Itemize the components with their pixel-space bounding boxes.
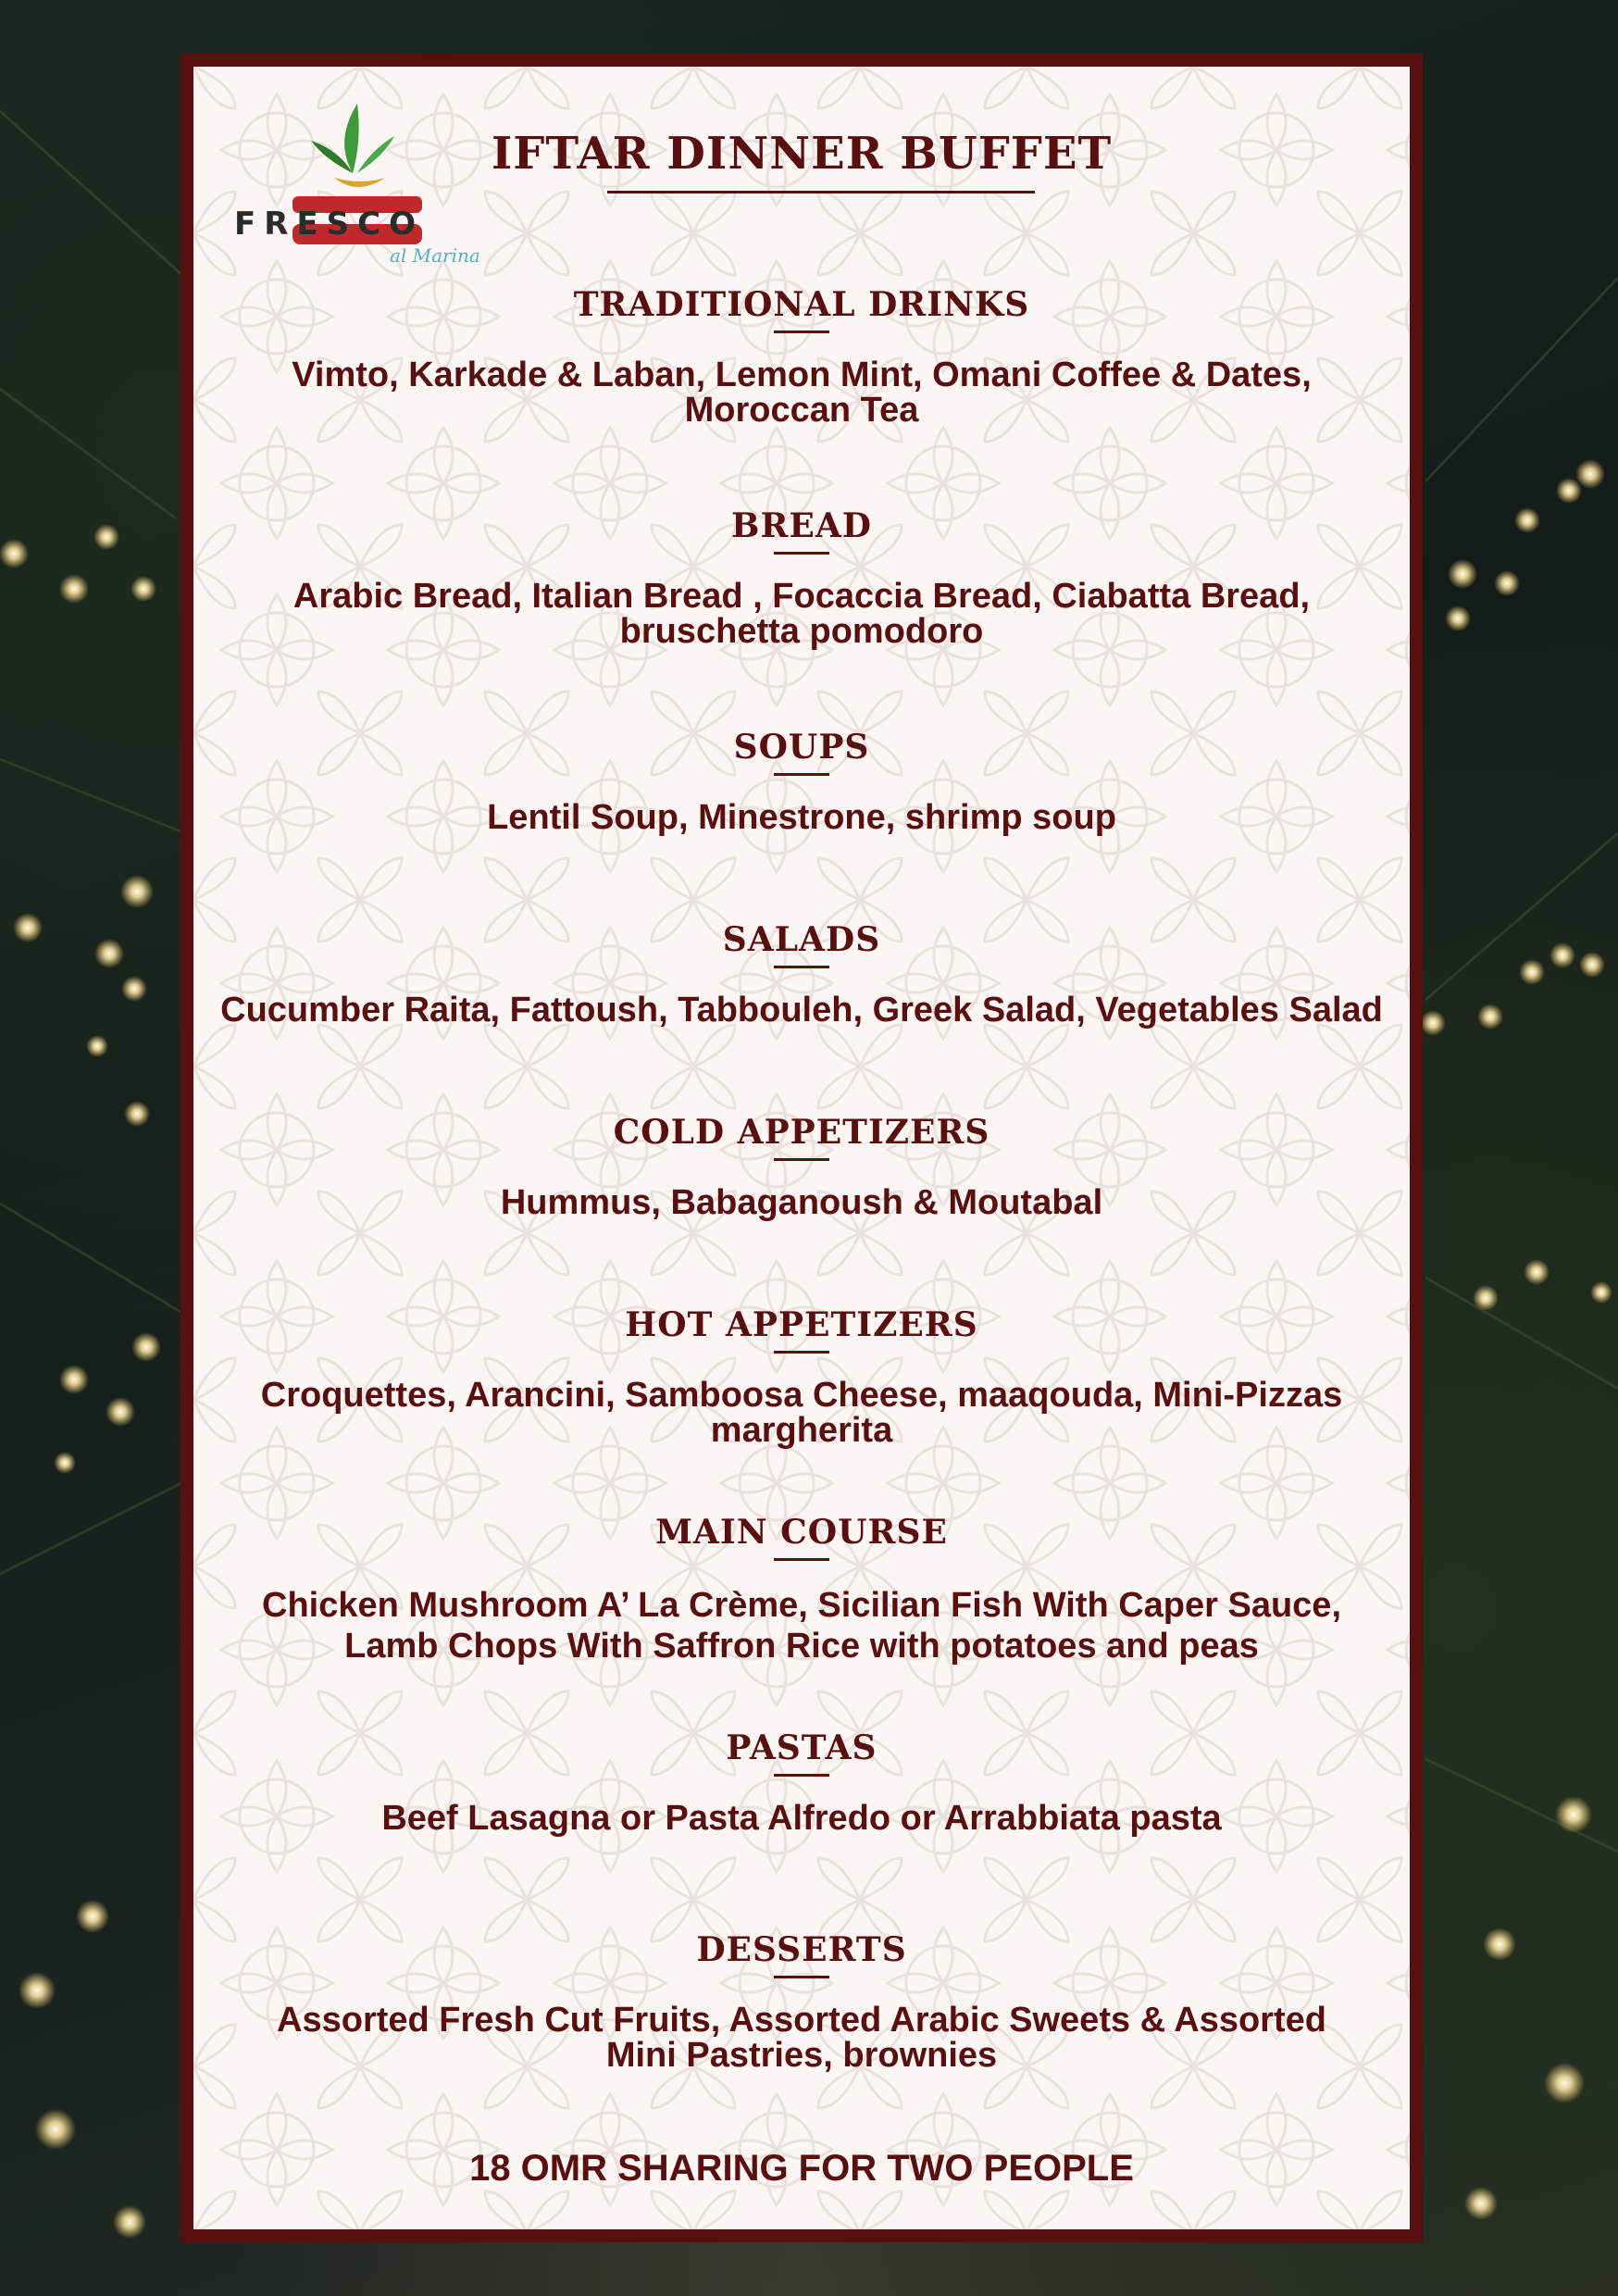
section-salads xyxy=(193,919,1410,1028)
menu-frame xyxy=(180,54,1423,2242)
section-items: Vimto, Karkade & Laban, Lemon Mint, Omani Coffee & Dates, Moroccan Tea xyxy=(292,356,1312,430)
section-items: Assorted Fresh Cut Fruits, Assorted Arabic Sweets & Assorted Mini Pastries, brownies xyxy=(277,2001,1326,2075)
section-items: Beef Lasagna or Pasta Alfredo or Arrabbiata pasta xyxy=(381,1799,1222,1838)
page-title: IFTAR DINNER BUFFET xyxy=(491,128,1113,180)
section-divider xyxy=(774,966,829,968)
section-main-course xyxy=(193,1512,1410,1666)
section-items: Lentil Soup, Minestrone, shrimp soup xyxy=(487,798,1116,837)
section-heading: DESSERTS xyxy=(696,1930,907,1969)
section-soups xyxy=(193,727,1410,835)
section-divider xyxy=(774,773,829,776)
section-cold-appetizers xyxy=(193,1112,1410,1220)
menu-card xyxy=(193,67,1410,2229)
section-heading: COLD APPETIZERS xyxy=(613,1113,990,1152)
logo-wordmark: FRESCO xyxy=(234,206,424,243)
section-heading: SALADS xyxy=(722,920,881,959)
section-divider xyxy=(774,1351,829,1354)
section-divider xyxy=(774,1558,829,1561)
section-traditional-drinks xyxy=(193,284,1410,428)
section-bread xyxy=(193,505,1410,649)
section-items: Hummus, Babaganoush & Moutabal xyxy=(500,1183,1103,1222)
section-divider xyxy=(774,1158,829,1161)
section-items: Chicken Mushroom A’ La Crème, Sicilian Fish With Caper Sauce, Lamb Chops With Saffron Rice with potatoes and peas xyxy=(262,1586,1341,1666)
section-heading: BREAD xyxy=(731,506,872,545)
section-items: Cucumber Raita, Fattoush, Tabbouleh, Greek Salad, Vegetables Salad xyxy=(220,991,1383,1029)
section-hot-appetizers xyxy=(193,1304,1410,1448)
section-pastas xyxy=(193,1728,1410,1836)
section-divider xyxy=(774,1774,829,1777)
title-underline xyxy=(607,191,1035,193)
section-items: Croquettes, Arancini, Samboosa Cheese, maaqouda, Mini-Pizzas margherita xyxy=(260,1376,1343,1450)
section-heading: TRADITIONAL DRINKS xyxy=(573,285,1030,324)
section-divider xyxy=(774,331,829,333)
section-desserts xyxy=(193,1929,1410,2073)
section-divider xyxy=(774,552,829,555)
section-items: Arabic Bread, Italian Bread , Focaccia Bread, Ciabatta Bread, bruschetta pomodoro xyxy=(292,577,1311,651)
section-heading: PASTAS xyxy=(726,1728,877,1767)
section-heading: MAIN COURSE xyxy=(655,1513,948,1552)
section-divider xyxy=(774,1976,829,1978)
price-footer: 18 OMR SHARING FOR TWO PEOPLE xyxy=(469,2148,1134,2189)
section-heading: HOT APPETIZERS xyxy=(625,1305,978,1344)
logo-script-text: al Marina xyxy=(390,244,480,267)
section-heading: SOUPS xyxy=(733,728,870,767)
